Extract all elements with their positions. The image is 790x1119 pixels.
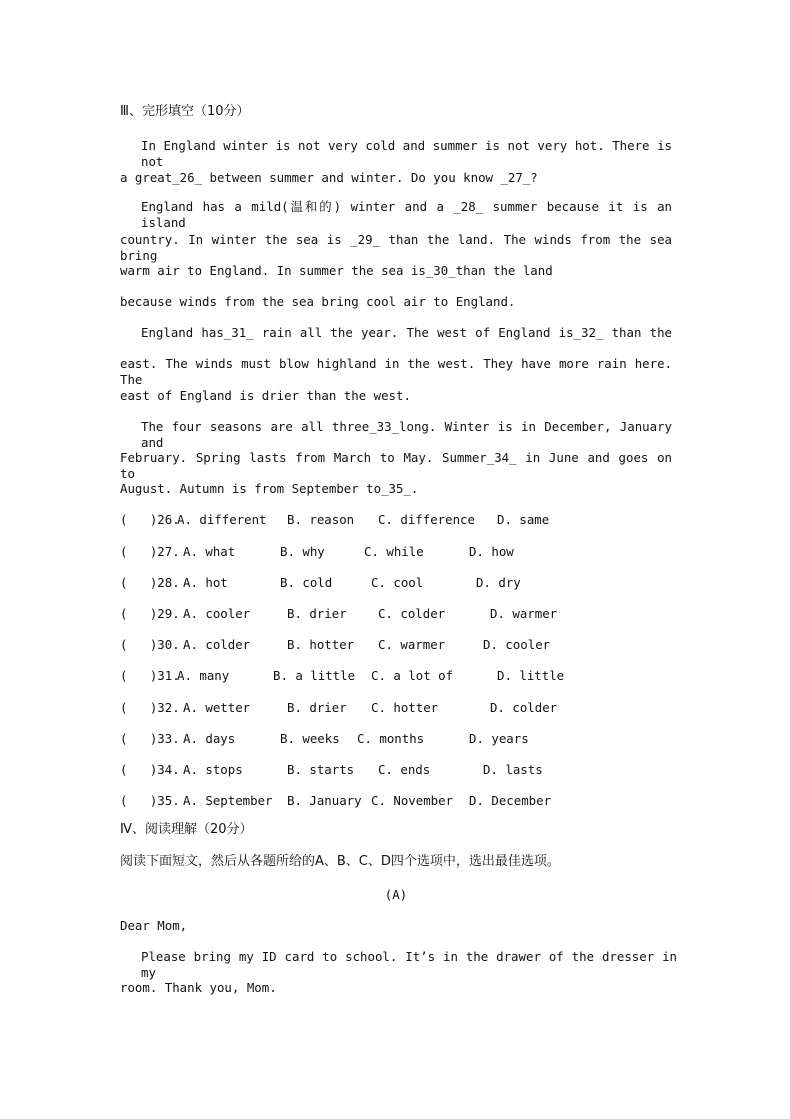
letter-greeting: Dear Mom, [120,918,188,933]
option-c: C. a lot of [371,668,454,683]
answer-blank[interactable]: ( )27. [120,544,180,559]
option-c: C. warmer [378,637,446,652]
option-a: A. cooler [183,606,251,621]
option-a: A. different [177,512,267,527]
option-b: B. starts [287,762,355,777]
option-c: C. November [371,793,454,808]
option-a: A. wetter [183,700,251,715]
option-b: B. January [287,793,362,808]
passage-line: August. Autumn is from September to_35_. [120,481,419,496]
section4-instruction: 阅读下面短文，然后从各题所给的A、B、C、D四个选项中，选出最佳选项。 [120,854,560,869]
option-b: B. why [280,544,325,559]
passage-line: east of England is drier than the west. [120,388,411,403]
option-d: D. cooler [483,637,551,652]
passage-line: because winds from the sea bring cool air to England. [120,294,516,309]
passage-line: east. The winds must blow highland in the west. They have more rain here. The [120,356,672,387]
section4-heading: Ⅳ、阅读理解（20分） [120,822,253,837]
passage-line: The four seasons are all three_33_long. Winter is in December, January and [141,419,672,450]
passage-line: warm air to England. In summer the sea is_30_than the land [120,263,553,278]
option-c: C. while [364,544,424,559]
answer-blank[interactable]: ( )29. [120,606,180,621]
option-b: B. drier [287,606,347,621]
option-c: C. ends [378,762,431,777]
option-d: D. lasts [483,762,543,777]
passage-line: In England winter is not very cold and summer is not very hot. There is not [141,138,672,169]
option-d: D. dry [476,575,521,590]
passage-line: February. Spring lasts from March to May. Summer_34_ in June and goes on to [120,450,672,481]
letter-line: room. Thank you, Mom. [120,980,277,995]
passage-line: England has a mild(温和的) winter and a _28_ summer because it is an island [141,199,672,230]
option-a: A. September [183,793,273,808]
option-d: D. colder [490,700,558,715]
answer-blank[interactable]: ( )30. [120,637,180,652]
letter-line: Please bring my ID card to school. It’s in the drawer of the dresser in my [141,949,677,980]
option-a: A. stops [183,762,243,777]
option-d: D. same [497,512,550,527]
passage-label: (A) [384,887,408,902]
section3-heading: Ⅲ、完形填空（10分） [120,104,250,119]
option-b: B. cold [280,575,333,590]
answer-blank[interactable]: ( )34. [120,762,180,777]
option-d: D. little [497,668,565,683]
answer-blank[interactable]: ( )31. [120,668,180,683]
answer-blank[interactable]: ( )28. [120,575,180,590]
option-a: A. colder [183,637,251,652]
option-a: A. many [177,668,230,683]
passage-line: country. In winter the sea is _29_ than the land. The winds from the sea bring [120,232,672,263]
answer-blank[interactable]: ( )32. [120,700,180,715]
option-b: B. drier [287,700,347,715]
passage-line: a great_26_ between summer and winter. Do you know _27_? [120,170,538,185]
answer-blank[interactable]: ( )33. [120,731,180,746]
answer-blank[interactable]: ( )35. [120,793,180,808]
option-c: C. hotter [371,700,439,715]
option-a: A. days [183,731,236,746]
option-c: C. months [357,731,425,746]
option-d: D. how [469,544,514,559]
option-b: B. weeks [280,731,340,746]
option-b: B. hotter [287,637,355,652]
option-c: C. colder [378,606,446,621]
option-c: C. cool [371,575,424,590]
option-c: C. difference [378,512,475,527]
option-a: A. hot [183,575,228,590]
passage-line: England has_31_ rain all the year. The west of England is_32_ than the [141,325,672,340]
option-a: A. what [183,544,236,559]
option-b: B. a little [273,668,356,683]
option-d: D. December [469,793,552,808]
option-d: D. warmer [490,606,558,621]
option-d: D. years [469,731,529,746]
answer-blank[interactable]: ( )26. [120,512,180,527]
option-b: B. reason [287,512,355,527]
